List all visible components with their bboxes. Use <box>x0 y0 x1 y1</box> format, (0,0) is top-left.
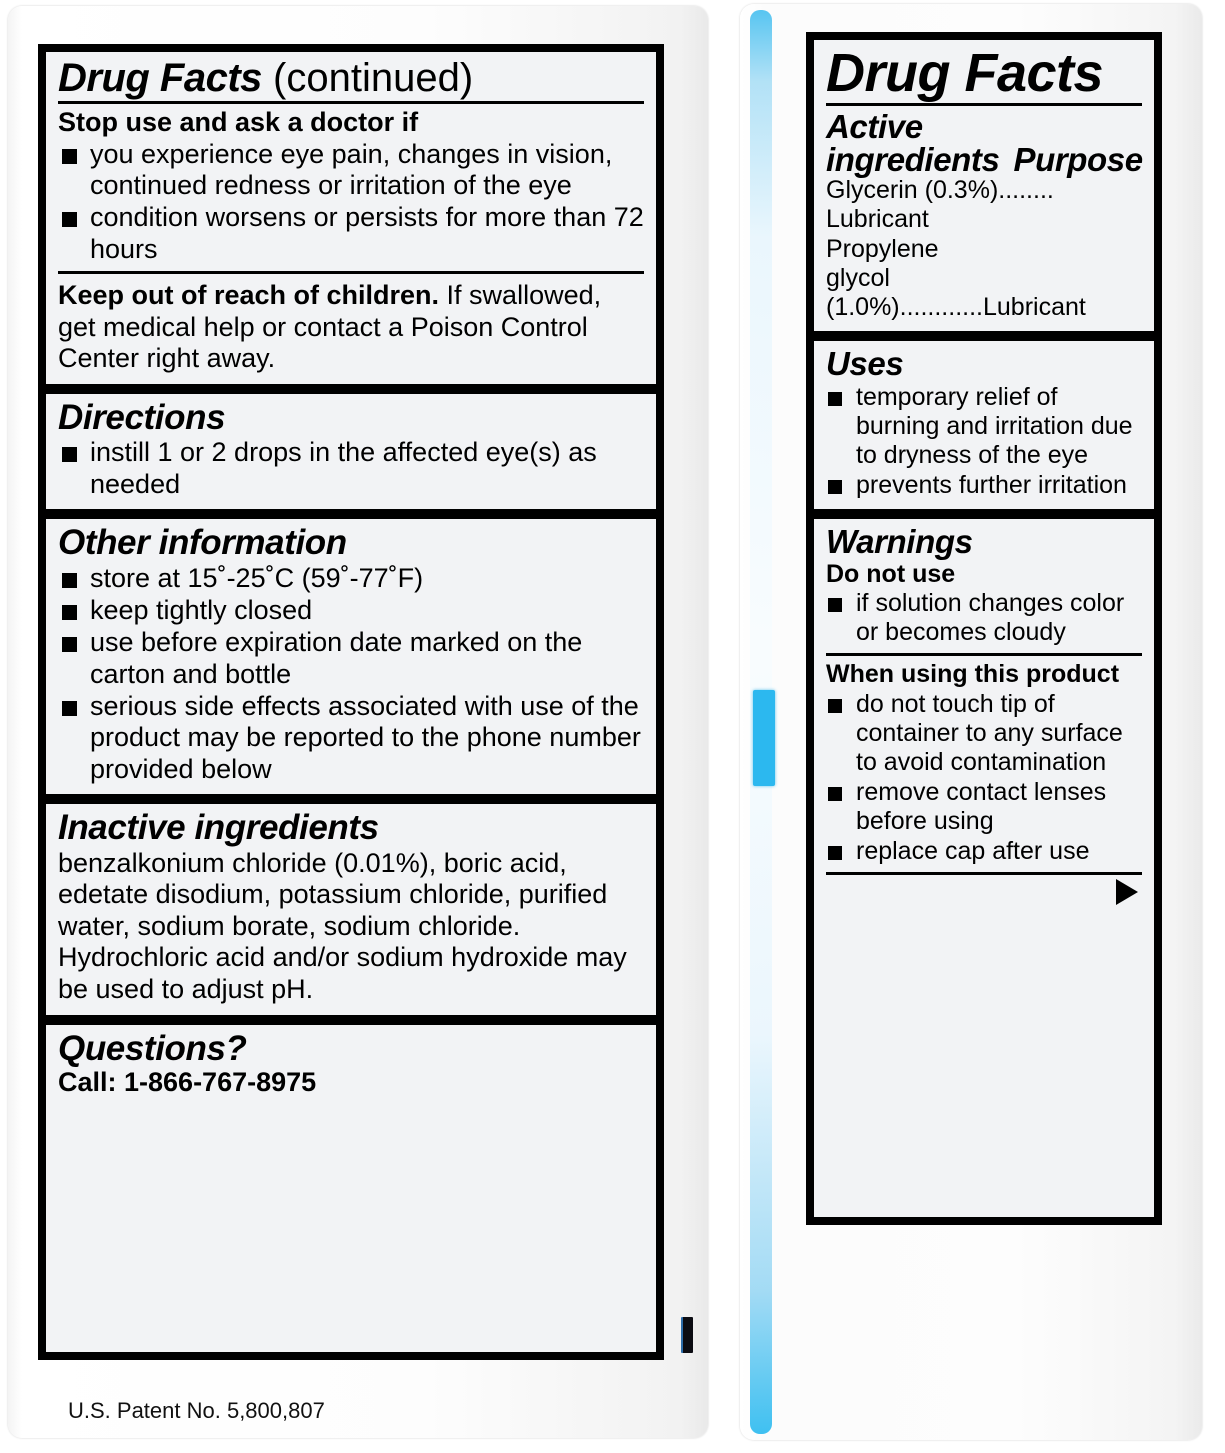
section-questions <box>46 1015 656 1352</box>
other-information-bullet-list <box>58 563 644 785</box>
arrow-right-icon <box>1116 879 1138 905</box>
drug-facts-box-continued <box>38 44 664 1360</box>
section-uses <box>814 331 1154 509</box>
list-item: remove contact lenses before using <box>826 778 1142 836</box>
list-item: store at 15˚-25˚C (59˚-77˚F) <box>58 563 644 594</box>
list-item: do not touch tip of container to any surface to avoid contamination <box>826 690 1142 777</box>
active-ingredients-column-headers <box>826 110 1142 176</box>
drug-facts-title: Drug Facts <box>826 43 1104 103</box>
title-rule <box>58 101 644 104</box>
section-other-information <box>46 509 656 794</box>
active-ingredients-header-line2: ingredients <box>826 141 1000 178</box>
drug-facts-inner-right <box>814 40 1154 1217</box>
list-item: if solution changes color or becomes cloudy <box>826 589 1142 647</box>
stop-use-bottom-rule <box>58 271 644 274</box>
carton-cyan-color-swatch <box>753 690 775 786</box>
section-active-ingredients <box>814 40 1154 331</box>
keep-out-of-reach-text <box>58 280 644 375</box>
drug-facts-title-continued-suffix: (continued) <box>261 56 474 100</box>
list-item: serious side effects associated with use of the product may be reported to the phone number provided below <box>58 691 644 785</box>
when-using-heading: When using this product <box>826 660 1120 689</box>
drug-facts-title-continued <box>58 58 644 98</box>
title-rule <box>826 103 1142 106</box>
directions-bullet-list <box>58 437 644 500</box>
section-stop-use <box>46 52 656 384</box>
list-item: you experience eye pain, changes in vision, continued redness or irritation of the eye <box>58 139 644 202</box>
active-ingredients-header-line1: Active <box>826 108 923 145</box>
uses-bullet-list <box>826 383 1142 500</box>
active-ingredient-row: glycol (1.0%)............Lubricant <box>826 263 1086 321</box>
list-item: replace cap after use <box>826 837 1142 866</box>
list-item: prevents further irritation <box>826 471 1142 500</box>
active-ingredient-row: Glycerin (0.3%)........ Lubricant <box>826 176 1054 234</box>
do-not-use-bullet-list <box>826 589 1142 647</box>
section-inactive-ingredients <box>46 794 656 1015</box>
questions-heading: Questions? <box>58 1028 247 1068</box>
inactive-ingredients-heading: Inactive ingredients <box>58 807 379 847</box>
list-item: condition worsens or persists for more than 72 hours <box>58 202 644 265</box>
warnings-divider-rule <box>826 653 1142 656</box>
drug-facts-inner-left <box>46 52 656 1352</box>
other-information-heading: Other information <box>58 523 347 563</box>
purpose-header: Purpose <box>1013 141 1143 178</box>
drug-facts-title-text: Drug Facts <box>58 56 262 100</box>
section-directions <box>46 384 656 509</box>
do-not-use-heading: Do not use <box>826 559 956 588</box>
active-ingredients-header-row2 <box>826 143 1142 176</box>
drug-facts-box-main <box>806 32 1162 1225</box>
questions-phone-label[interactable]: Call: 1-866-767-8975 <box>58 1067 317 1098</box>
inactive-ingredients-text: benzalkonium chloride (0.01%), boric acid, edetate disodium, potassium chloride, purified water, sodium borate, sodium chloride. Hydrochloric acid and/or sodium hydroxide may be used to adjust pH. <box>58 847 627 1005</box>
stop-use-heading: Stop use and ask a doctor if <box>58 107 419 137</box>
when-using-bullet-list <box>826 690 1142 866</box>
carton-edge-notch <box>681 1317 693 1353</box>
section-warnings <box>814 509 1154 1217</box>
list-item: instill 1 or 2 drops in the affected eye(s) as needed <box>58 437 644 500</box>
warnings-heading: Warnings <box>826 522 973 560</box>
continuation-arrow-row <box>826 875 1142 905</box>
uses-heading: Uses <box>826 345 904 383</box>
directions-heading: Directions <box>58 397 226 437</box>
list-item: keep tightly closed <box>58 595 644 626</box>
active-ingredient-row: Propylene <box>826 234 939 263</box>
list-item: use before expiration date marked on the carton and bottle <box>58 627 644 690</box>
keep-out-of-reach-lead: Keep out of reach of children. <box>58 279 440 310</box>
list-item: temporary relief of burning and irritation due to dryness of the eye <box>826 383 1142 470</box>
patent-notice: U.S. Patent No. 5,800,807 <box>68 1398 325 1423</box>
keep-out-of-reach-body: If swallowed, get medical help or contact a Poison Control Center right away. <box>58 279 602 374</box>
stop-use-bullet-list <box>58 139 644 265</box>
